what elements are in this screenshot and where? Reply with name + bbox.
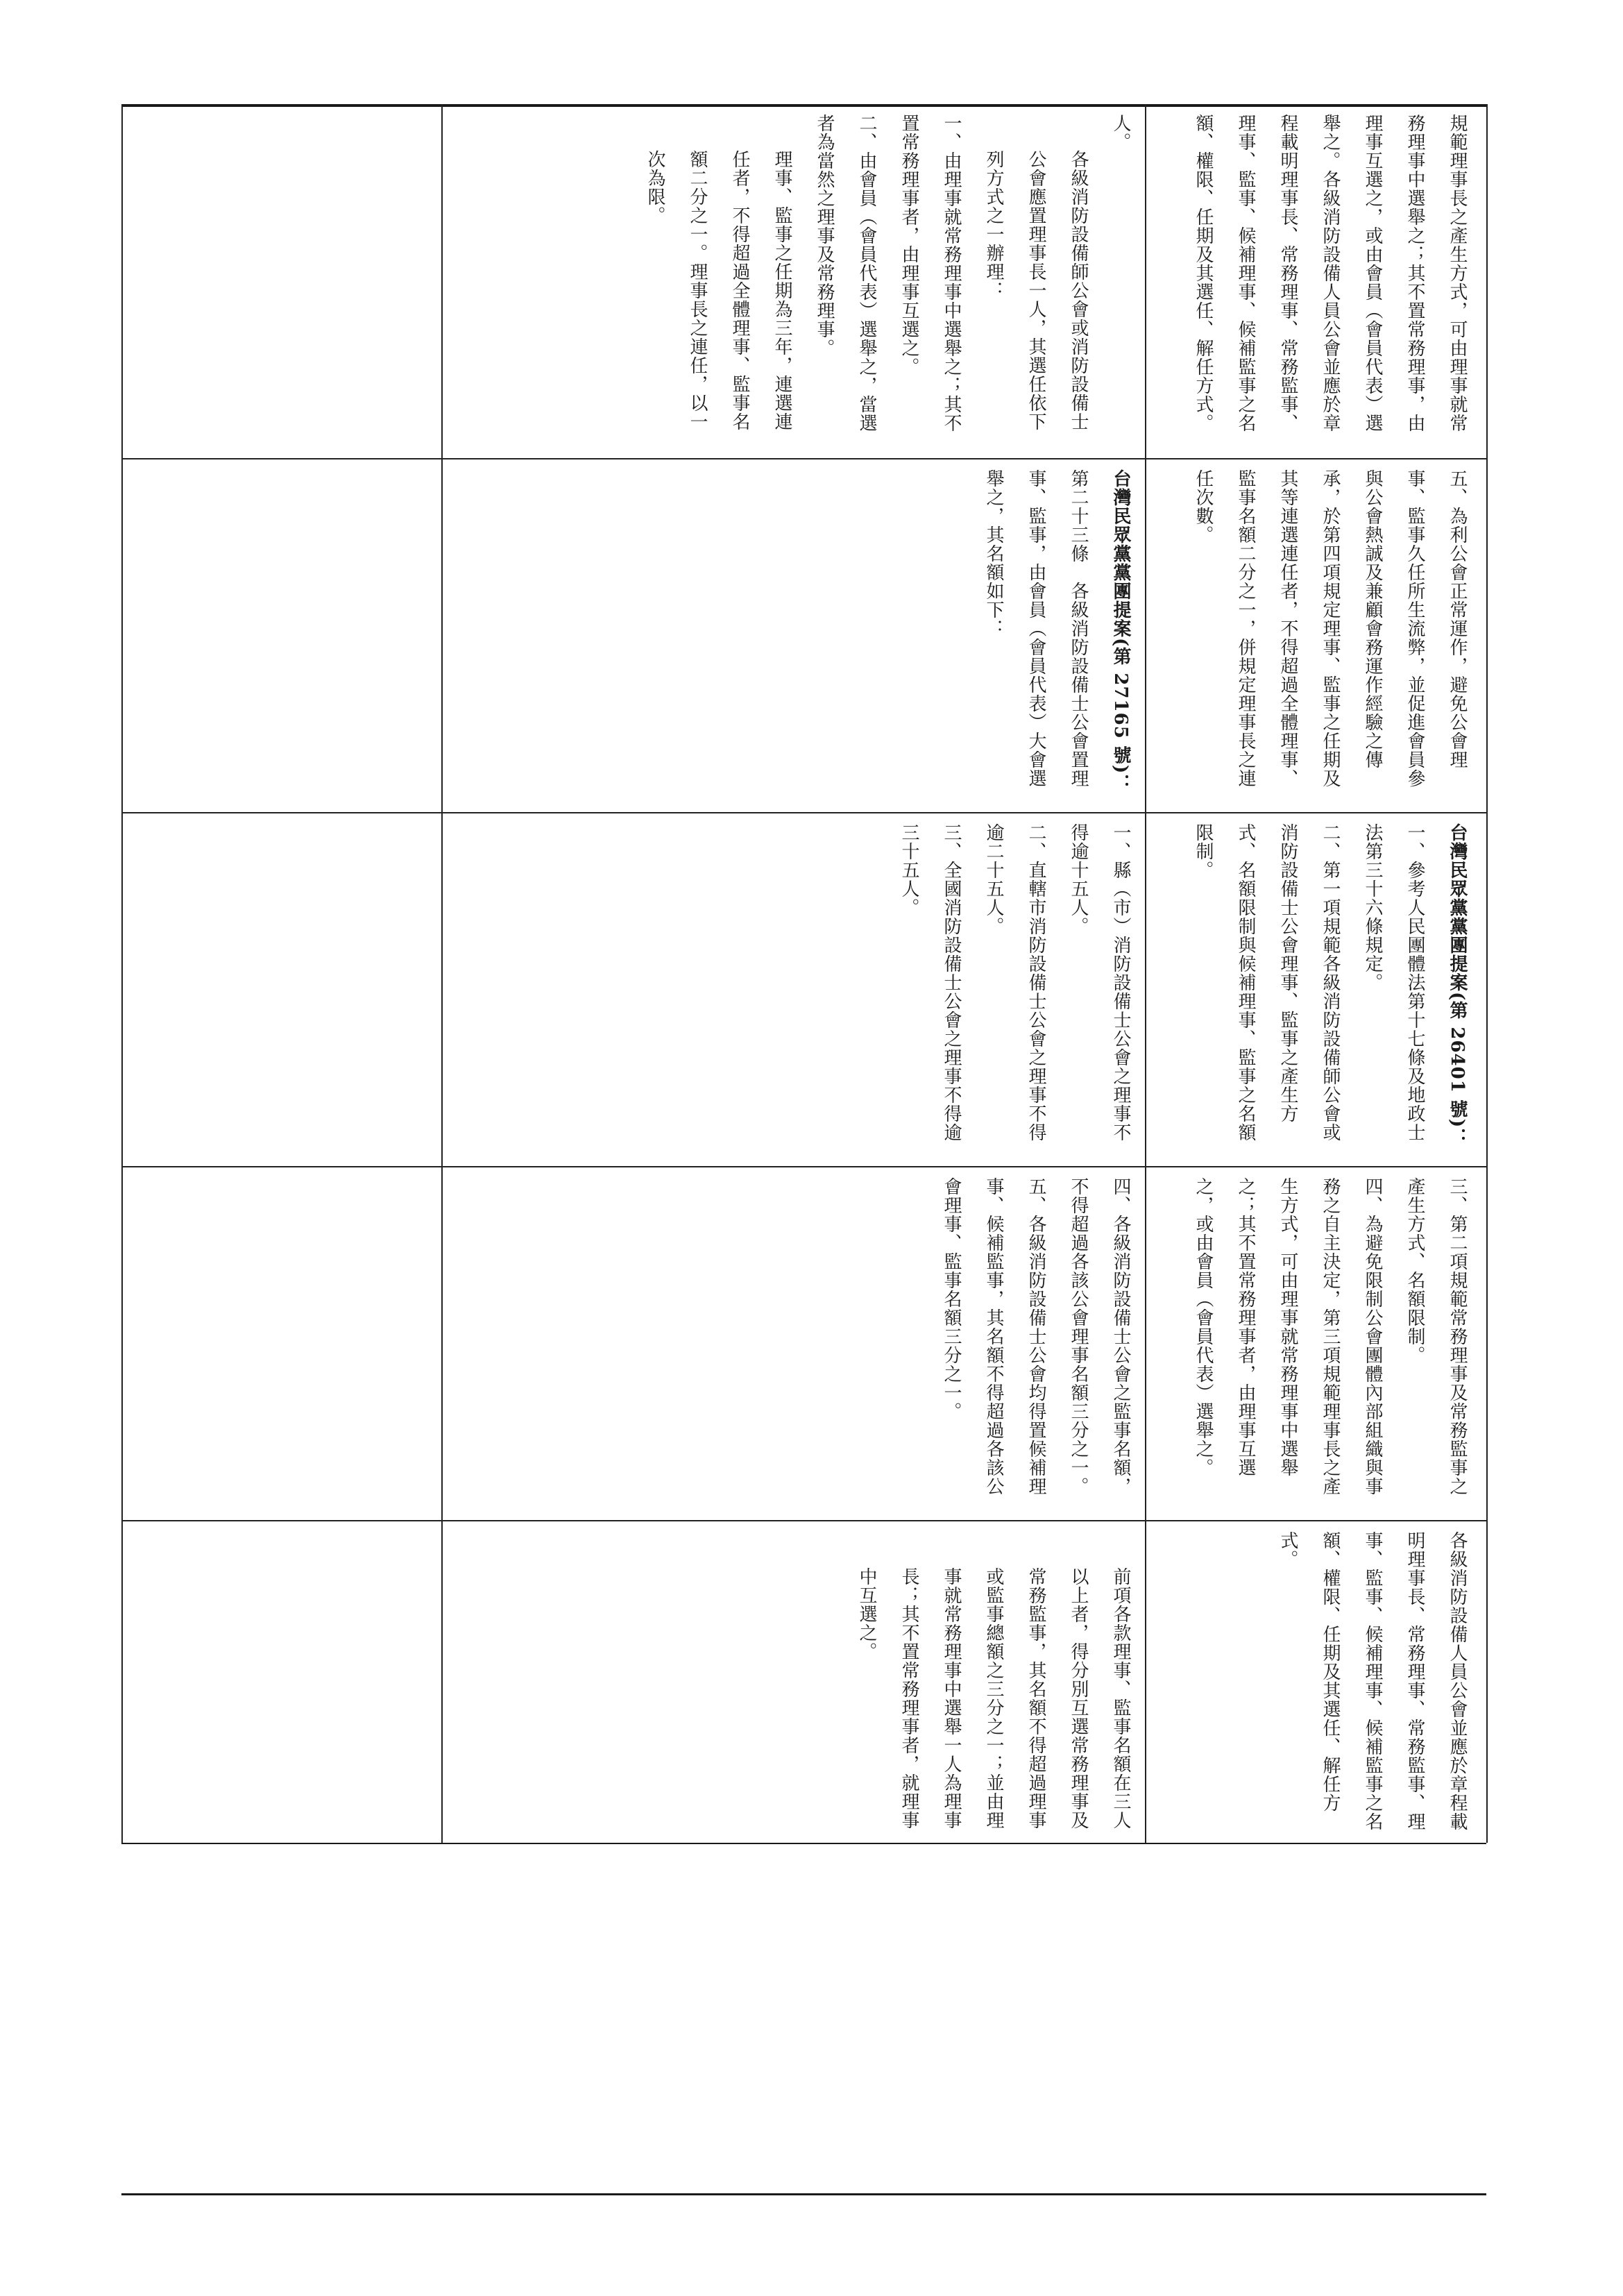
table-row-3 <box>121 812 1486 1167</box>
proposal-line: 人。 <box>1110 114 1131 151</box>
proposal-heading: 台灣民眾黨黨團提案(第 27165 號)： <box>1110 469 1131 793</box>
explanation-cell <box>1148 1177 1478 1512</box>
explanation-paragraph: 三、第二項規範常務理事及常務監事之產生方式、名額限制。 <box>1404 1177 1468 1496</box>
explanation-cell <box>1148 114 1478 448</box>
proposal-cell <box>448 469 1141 804</box>
explanation-paragraph: 五、為利公會正常運作，避免公會理事、監事久任所生流弊，並促進會員參與公會熱誠及兼顧會務運作經驗之傳承，於第四項規定理事、監事之任期及其等連選連任者，不得超過全體理事、監事名額二分之一，併規定理事長之連任次數。 <box>1193 469 1468 788</box>
proposal-line: 前項各款理事、監事名額在三人以上者，得分別互選常務理事及常務監事，其名額不得超過理事或監事總額之三分之一；並由理事就常務理事中選舉一人為理事長；其不置常務理事者，就理事中互選之。 <box>856 1567 1131 1830</box>
column-divider-right <box>1486 104 1488 1843</box>
proposal-line: 三、全國消防設備士公會之理事不得逾三十五人。 <box>899 823 962 1142</box>
proposal-line: 一、縣（市）消防設備士公會之理事不得逾十五人。 <box>1068 823 1131 1142</box>
table-row-2 <box>121 458 1486 813</box>
table-row-4 <box>121 1166 1486 1521</box>
proposal-cell <box>448 823 1141 1158</box>
bottom-rule <box>121 2193 1486 2195</box>
proposal-line: 五、各級消防設備士公會均得置候補理事、候補監事，其名額不得超過各該公會理事、監事名額三分之一。 <box>941 1177 1046 1496</box>
explanation-paragraph: 規範理事長之產生方式，可由理事就常務理事中選舉之；其不置常務理事，由理事互選之，或由會員（會員代表）選舉之。各級消防設備人員公會並應於章程載明理事長、常務理事、常務監事、理事、監事、候補理事、候補監事之名額、權限、任期及其選任、解任方式。 <box>1193 114 1468 432</box>
proposal-line: 四、各級消防設備士公會之監事名額，不得超過各該公會理事名額三分之一。 <box>1068 1177 1131 1496</box>
proposal-line: 第二十三條 各級消防設備士公會置理事、監事，由會員（會員代表）大會選舉之，其名額如下： <box>983 469 1089 788</box>
proposal-line: 各級消防設備師公會或消防設備士公會應置理事長一人，其選任依下列方式之一辦理： <box>983 150 1089 431</box>
explanation-heading: 台灣民眾黨黨團提案(第 26401 號)： <box>1447 823 1468 1147</box>
explanation-paragraph: 四、為避免限制公會團體內部組織與事務之自主決定，第三項規範理事長之產生方式，可由理事就常務理事中選舉之；其不置常務理事者，由理事互選之，或由會員（會員代表）選舉之。 <box>1193 1177 1383 1496</box>
proposal-line: 二、由會員（會員代表）選舉之，當選者為當然之理事及常務理事。 <box>814 114 877 432</box>
proposal-line: 一、由理事就常務理事中選舉之；其不置常務理事者，由理事互選之。 <box>899 114 962 432</box>
explanation-cell <box>1148 469 1478 804</box>
table-row-5 <box>121 1520 1486 1844</box>
explanation-cell <box>1148 1531 1478 1834</box>
explanation-cell <box>1148 823 1478 1158</box>
proposal-cell <box>448 1531 1141 1834</box>
proposal-line: 理事、監事之任期為三年，連選連任者，不得超過全體理事、監事名額二分之一。理事長之連任，以一次為限。 <box>645 150 792 431</box>
explanation-paragraph: 各級消防設備人員公會並應於章程載明理事長、常務理事、常務監事、理事、監事、候補理事、候補監事之名額、權限、任期及其選任、解任方式。 <box>1277 1531 1468 1831</box>
proposal-cell <box>448 114 1141 448</box>
table-row-1 <box>121 104 1486 458</box>
comparison-table <box>121 104 1486 1843</box>
proposal-cell <box>448 1177 1141 1512</box>
explanation-paragraph: 一、參考人民團體法第十七條及地政士法第三十六條規定。 <box>1362 823 1425 1142</box>
explanation-paragraph: 二、第一項規範各級消防設備師公會或消防設備士公會理事、監事之產生方式、名額限制與候補理事、監事之名額限制。 <box>1193 823 1341 1142</box>
proposal-line: 二、直轄市消防設備士公會之理事不得逾二十五人。 <box>983 823 1046 1142</box>
